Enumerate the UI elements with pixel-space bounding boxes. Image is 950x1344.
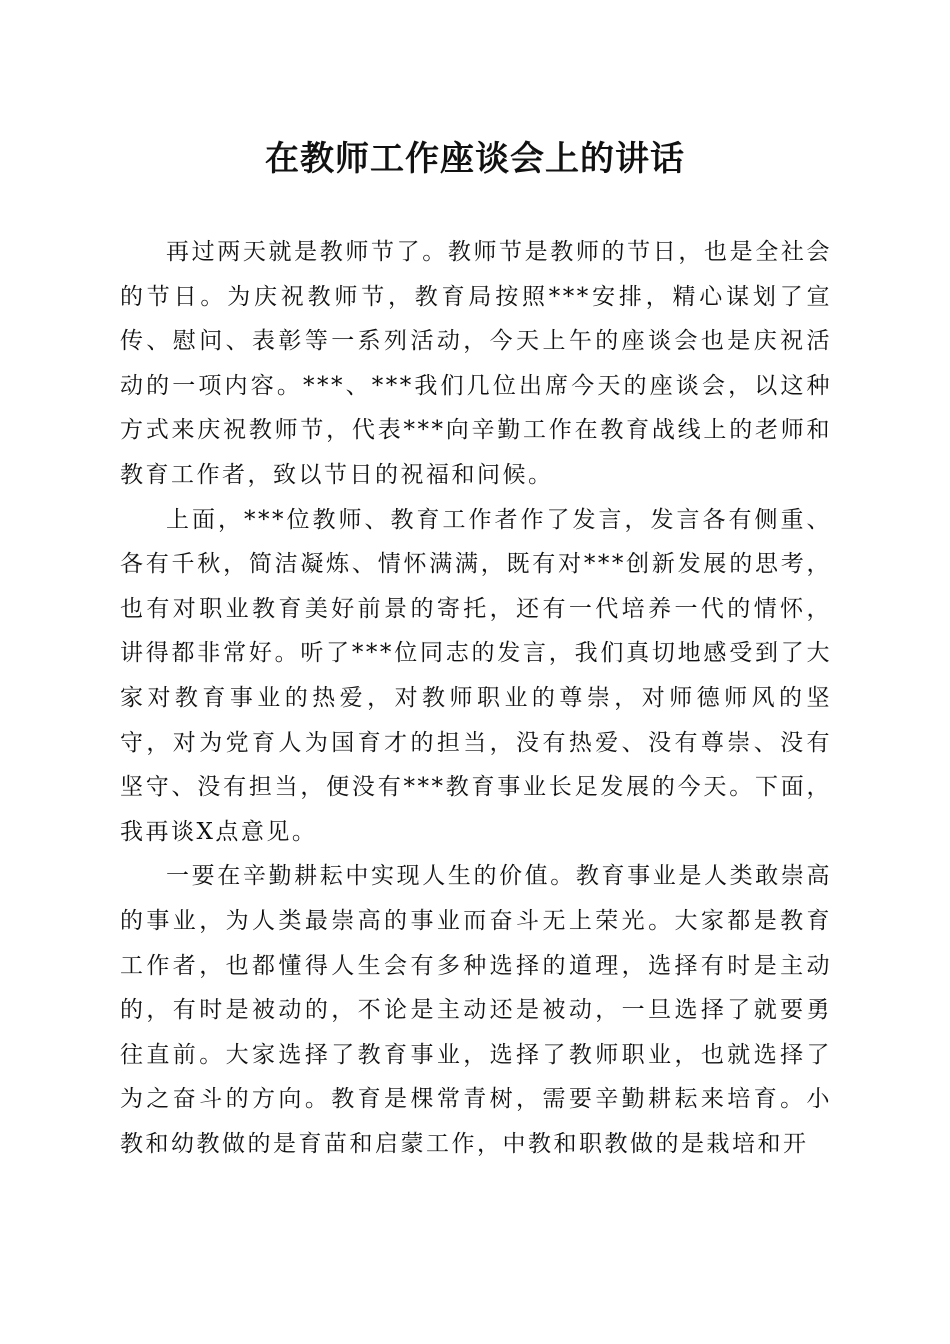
paragraph-3: 一要在辛勤耕耘中实现人生的价值。教育事业是人类敢崇高的事业，为人类最崇高的事业而奋斗无上荣光。大家都是教育工作者，也都懂得人生会有多种选择的道理，选择有时是主动的，有时是被动的，不论是主动还是被动，一旦选择了就要勇往直前。大家选择了教育事业，选择了教师职业，也就选择了为之奋斗的方向。教育是棵常青树，需要辛勤耕耘来培育。小教和幼教做的是育苗和启蒙工作，中教和职教做的是栽培和开 xyxy=(120,863,832,1157)
paragraph-2: 上面，***位教师、教育工作者作了发言，发言各有侧重、各有千秋，简洁凝炼、情怀满满，既有对***创新发展的思考，也有对职业教育美好前景的寄托，还有一代培养一代的情怀，讲得都非常好。听了***位同志的发言，我们真切地感受到了大家对教育事业的热爱，对教师职业的尊崇，对师德师风的坚守，对为党育人为国育才的担当，没有热爱、没有尊崇、没有坚守、没有担当，便没有***教育事业长足发展的今天。下面，我再谈X点意见。 xyxy=(120,506,832,845)
document-body xyxy=(120,230,832,1166)
document-title: 在教师工作座谈会上的讲话 xyxy=(265,139,685,179)
paragraph-1: 再过两天就是教师节了。教师节是教师的节日，也是全社会的节日。为庆祝教师节，教育局按照***安排，精心谋划了宣传、慰问、表彰等一系列活动，今天上午的座谈会也是庆祝活动的一项内容。***、***我们几位出席今天的座谈会，以这种方式来庆祝教师节，代表***向辛勤工作在教育战线上的老师和教育工作者，致以节日的祝福和问候。 xyxy=(120,239,832,488)
